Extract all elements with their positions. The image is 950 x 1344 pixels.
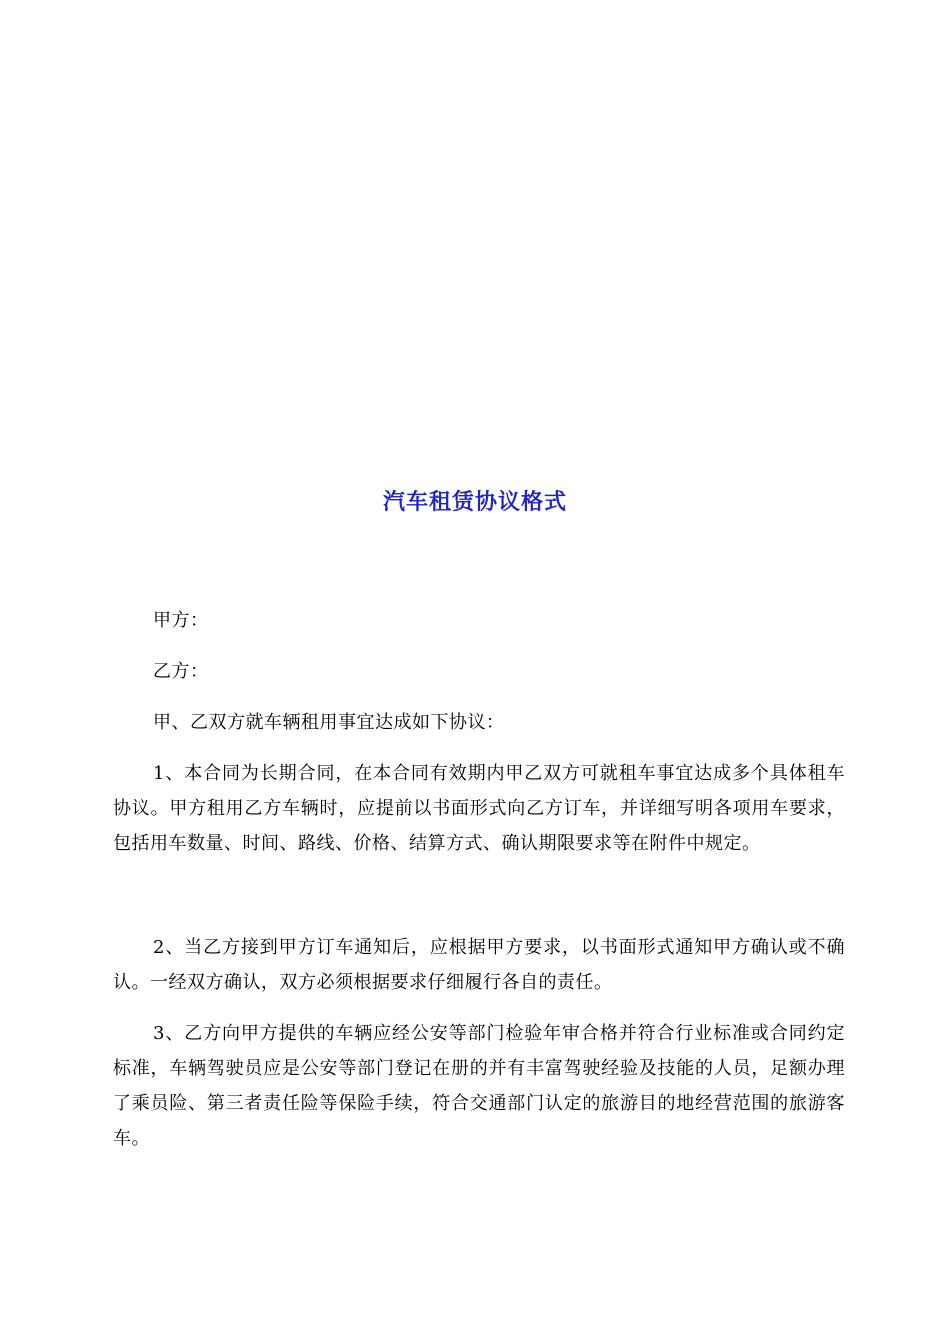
clause-3: 3、乙方向甲方提供的车辆应经公安等部门检验年审合格并符合行业标准或合同约定标准，车辆驾驶员应是公安等部门登记在册的并有丰富驾驶经验及技能的人员，足额办理了乘员险、第三者责任险等保险手续，符合交通部门认定的旅游目的地经营范围的旅游客车。	[113, 1023, 845, 1149]
clause-1: 1、本合同为长期合同，在本合同有效期内甲乙双方可就租车事宜达成多个具体租车协议。甲方租用乙方车辆时，应提前以书面形式向乙方订车，并详细写明各项用车要求，包括用车数量、时间、路线、价格、结算方式、确认期限要求等在附件中规定。	[113, 763, 845, 854]
document-body	[113, 603, 845, 1172]
document-title: 汽车租赁协议格式	[382, 490, 567, 515]
clause-2: 2、当乙方接到甲方订车通知后，应根据甲方要求，以书面形式通知甲方确认或不确认。一经双方确认，双方必须根据要求仔细履行各自的责任。	[113, 937, 845, 993]
party-b-line: 乙方：	[153, 661, 209, 682]
party-a-line: 甲方：	[153, 610, 209, 631]
intro-paragraph: 甲、乙双方就车辆租用事宜达成如下协议：	[153, 712, 505, 733]
